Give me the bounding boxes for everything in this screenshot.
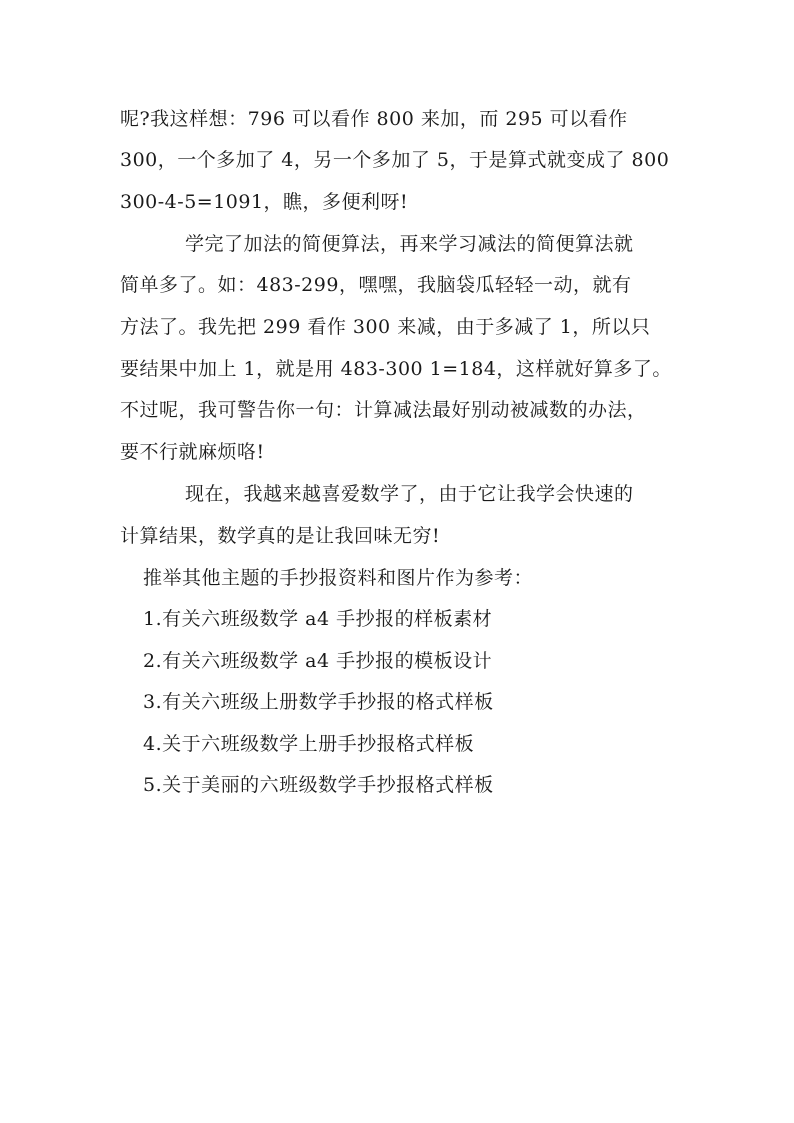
paragraph-2-line-3: 方法了。我先把 299 看作 300 来减，由于多减了 1，所以只 bbox=[120, 316, 651, 338]
recommend-item-4[interactable]: 4.关于六班级数学上册手抄报格式样板 bbox=[143, 733, 475, 755]
recommend-item-2[interactable]: 2.有关六班级数学 a4 手抄报的模板设计 bbox=[143, 650, 493, 672]
recommend-item-1[interactable]: 1.有关六班级数学 a4 手抄报的样板素材 bbox=[143, 608, 493, 630]
paragraph-3-line-1: 现在，我越来越喜爱数学了，由于它让我学会快速的 bbox=[185, 483, 634, 505]
recommend-item-3[interactable]: 3.有关六班级上册数学手抄报的格式样板 bbox=[143, 691, 494, 713]
paragraph-2-line-2: 简单多了。如：483-299，嘿嘿，我脑袋瓜轻轻一动，就有 bbox=[120, 274, 632, 296]
paragraph-1-line-1: 呢?我这样想：796 可以看作 800 来加，而 295 可以看作 bbox=[120, 108, 628, 130]
paragraph-1-line-2: 300，一个多加了 4，另一个多加了 5，于是算式就变成了 800 bbox=[120, 149, 670, 171]
paragraph-2-line-6: 要不行就麻烦咯! bbox=[120, 441, 265, 463]
paragraph-2-line-1: 学完了加法的简便算法，再来学习减法的简便算法就 bbox=[185, 233, 634, 255]
paragraph-2-line-4: 要结果中加上 1，就是用 483-300 1=184，这样就好算多了。 bbox=[120, 358, 672, 380]
recommend-item-5[interactable]: 5.关于美丽的六班级数学手抄报格式样板 bbox=[143, 774, 494, 796]
paragraph-2-line-5: 不过呢，我可警告你一句：计算减法最好别动被减数的办法， bbox=[120, 399, 647, 421]
paragraph-3-line-2: 计算结果，数学真的是让我回味无穷! bbox=[120, 525, 441, 547]
recommend-heading: 推举其他主题的手抄报资料和图片作为参考： bbox=[143, 567, 534, 589]
paragraph-1-line-3: 300-4-5=1091，瞧，多便利呀! bbox=[120, 191, 409, 213]
